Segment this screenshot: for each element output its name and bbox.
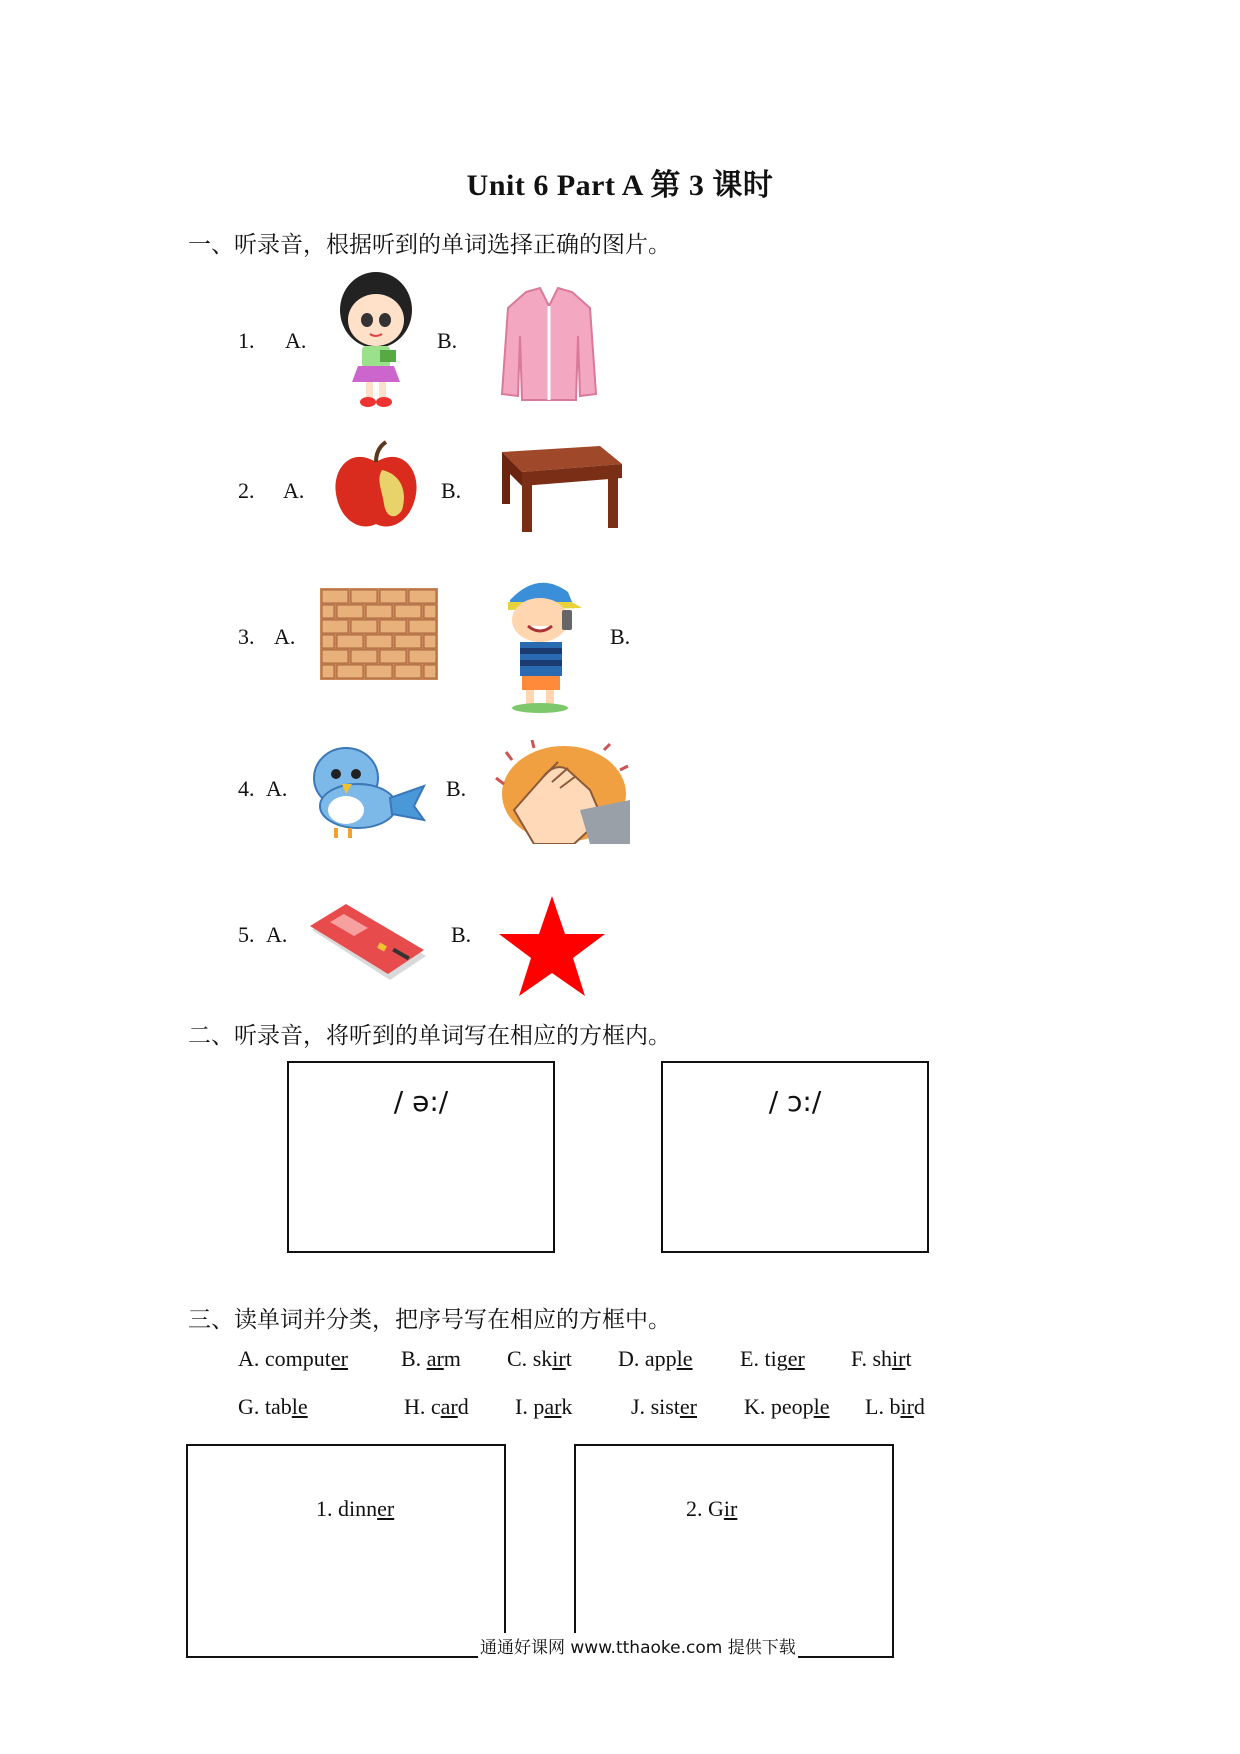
- item5-b-label: B.: [451, 922, 472, 947]
- bird-picture: [306, 742, 426, 840]
- word-a: A. computer: [238, 1346, 348, 1371]
- girl-picture: [330, 270, 422, 410]
- star-picture: [497, 894, 607, 998]
- table-picture: [496, 442, 626, 534]
- word-i: I. park: [515, 1394, 573, 1419]
- item2-number: 2.: [238, 478, 255, 503]
- brick-wall-picture: [320, 588, 438, 680]
- answer-box-1[interactable]: [287, 1061, 555, 1253]
- word-f: F. shirt: [851, 1346, 912, 1371]
- item4-b-label: B.: [446, 776, 467, 801]
- word-l: L. bird: [865, 1394, 925, 1419]
- item1-b-label: B.: [437, 328, 458, 353]
- word-d: D. apple: [618, 1346, 693, 1371]
- phonetic-label: / ə:/: [393, 1085, 449, 1118]
- shirt-picture: [496, 284, 602, 404]
- section2-heading: 二、听录音，将听到的单词写在相应的方框内。: [188, 1023, 671, 1049]
- item1-number: 1.: [238, 328, 255, 353]
- phonetic-label: / ɔ:/: [768, 1085, 822, 1118]
- item2-b-label: B.: [441, 478, 462, 503]
- card-picture: [308, 904, 430, 982]
- boy-with-phone-picture: [498, 574, 590, 714]
- item3-a-label: A.: [274, 624, 296, 649]
- word-c: C. skirt: [507, 1346, 572, 1371]
- word-b: B. arm: [401, 1346, 461, 1371]
- item5-a-label: A.: [266, 922, 288, 947]
- word-h: H. card: [404, 1394, 469, 1419]
- item4-a-label: A.: [266, 776, 288, 801]
- category-box-1[interactable]: [186, 1444, 506, 1658]
- item3-b-label: B.: [610, 624, 631, 649]
- item4-number: 4.: [238, 776, 255, 801]
- category-label-girl: 2. Gir: [686, 1496, 738, 1521]
- apple-picture: [330, 440, 422, 532]
- word-k: K. people: [744, 1394, 830, 1419]
- item3-number: 3.: [238, 624, 255, 649]
- category-box-2[interactable]: [574, 1444, 894, 1658]
- item5-number: 5.: [238, 922, 255, 947]
- word-j: J. sister: [631, 1394, 698, 1419]
- section1-heading: 一、听录音，根据听到的单词选择正确的图片。: [188, 232, 671, 258]
- category-label-dinner: 1. dinner: [316, 1496, 395, 1521]
- footer-watermark: 通通好课网 www.tthaoke.com 提供下载: [478, 1633, 798, 1658]
- word-e: E. tiger: [740, 1346, 805, 1371]
- item2-a-label: A.: [283, 478, 305, 503]
- section3-heading: 三、读单词并分类，把序号写在相应的方框中。: [188, 1307, 671, 1333]
- word-g: G. table: [238, 1394, 308, 1419]
- item1-a-label: A.: [285, 328, 307, 353]
- page-title: Unit 6 Part A 第 3 课时: [466, 169, 774, 202]
- answer-box-2[interactable]: [661, 1061, 929, 1253]
- clapping-hand-picture: [494, 740, 630, 844]
